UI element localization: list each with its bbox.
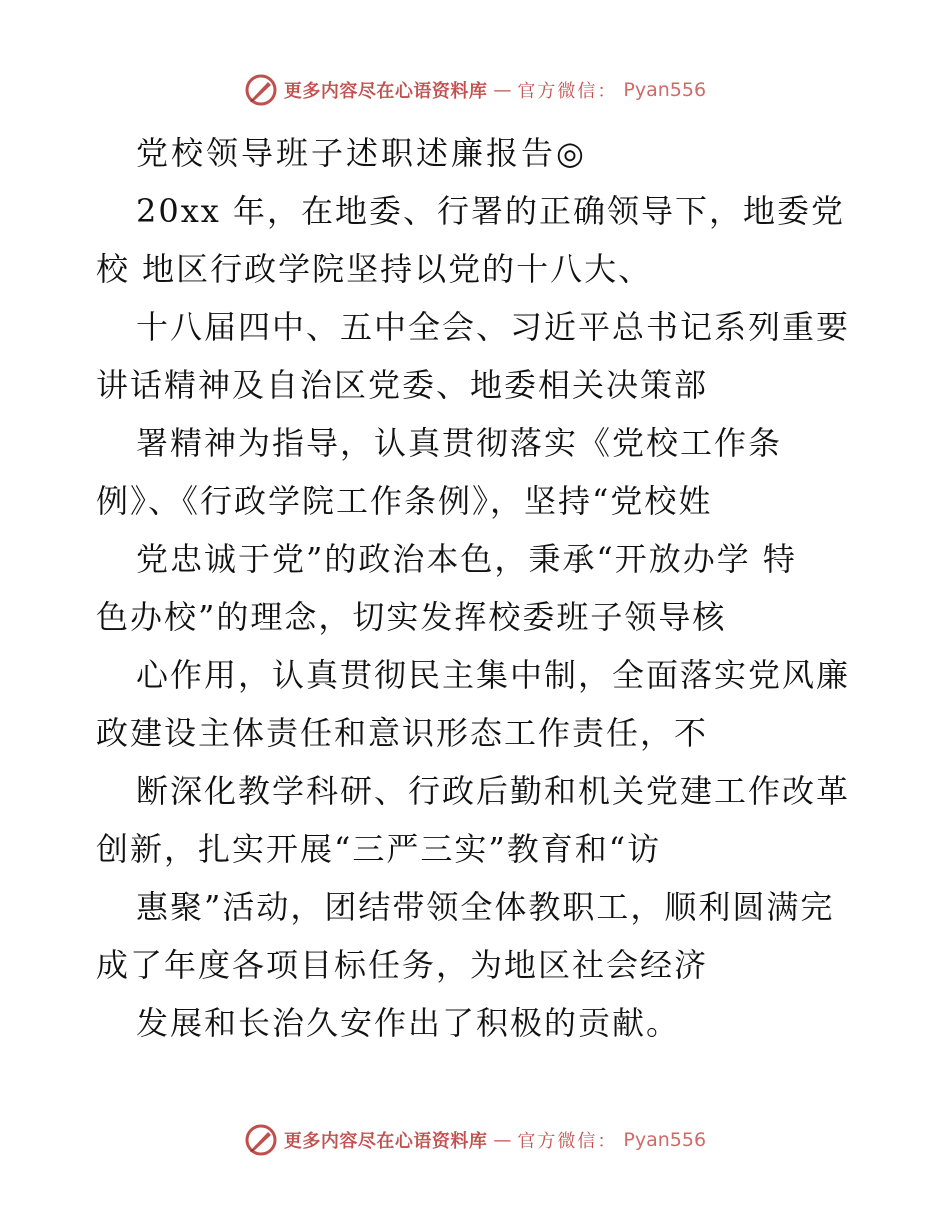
text-line: 例》、《行政学院工作条例》，坚持“党校姓 [96, 482, 713, 520]
text-line: 发展和长治久安作出了积极的贡献。 [136, 1004, 681, 1042]
text-line: 20xx 年，在地委、行署的正确领导下，地委党 [136, 192, 845, 230]
banner-account-id: Pyan556 [623, 79, 707, 101]
footer-watermark-banner [0, 1120, 950, 1160]
banner-brand-text: 更多内容尽在心语资料库 [283, 1131, 488, 1152]
text-line: 党忠诚于党”的政治本色，秉承“开放办学 特 [136, 540, 797, 578]
banner-dash: — [493, 79, 512, 101]
text-line: 惠聚”活动，团结带领全体教职工，顺利圆满完 [136, 888, 835, 926]
banner-brand-text: 更多内容尽在心语资料库 [283, 81, 488, 102]
text-line: 十八届四中、五中全会、习近平总书记系列重要 [136, 308, 851, 346]
banner-sub-text: 官方微信： [517, 81, 618, 102]
text-line: 校 地区行政学院坚持以党的十八大、 [96, 250, 653, 288]
banner-sub-text: 官方微信： [517, 1131, 618, 1152]
text-line: 心作用，认真贯彻民主集中制，全面落实党风廉 [136, 656, 851, 694]
text-line: 成了年度各项目标任务，为地区社会经济 [96, 946, 709, 984]
text-line: 断深化教学科研、行政后勤和机关党建工作改革 [136, 772, 851, 810]
banner-account-id: Pyan556 [623, 1129, 707, 1151]
quill-logo-icon [244, 73, 278, 107]
text-line: 色办校”的理念，切实发挥校委班子领导核 [96, 598, 727, 636]
text-line: 讲话精神及自治区党委、地委相关决策部 [96, 366, 709, 404]
text-line: 署精神为指导，认真贯彻落实《党校工作条 [136, 424, 783, 462]
document-body [96, 124, 856, 1052]
banner-dash: — [493, 1129, 512, 1151]
text-line: 政建设主体责任和意识形态工作责任，不 [96, 714, 709, 752]
document-title: 党校领导班子述职述廉报告◎ [136, 134, 587, 172]
header-watermark-banner [0, 70, 950, 110]
text-line: 创新，扎实开展“三严三实”教育和“访 [96, 830, 662, 868]
quill-logo-icon [244, 1123, 278, 1157]
